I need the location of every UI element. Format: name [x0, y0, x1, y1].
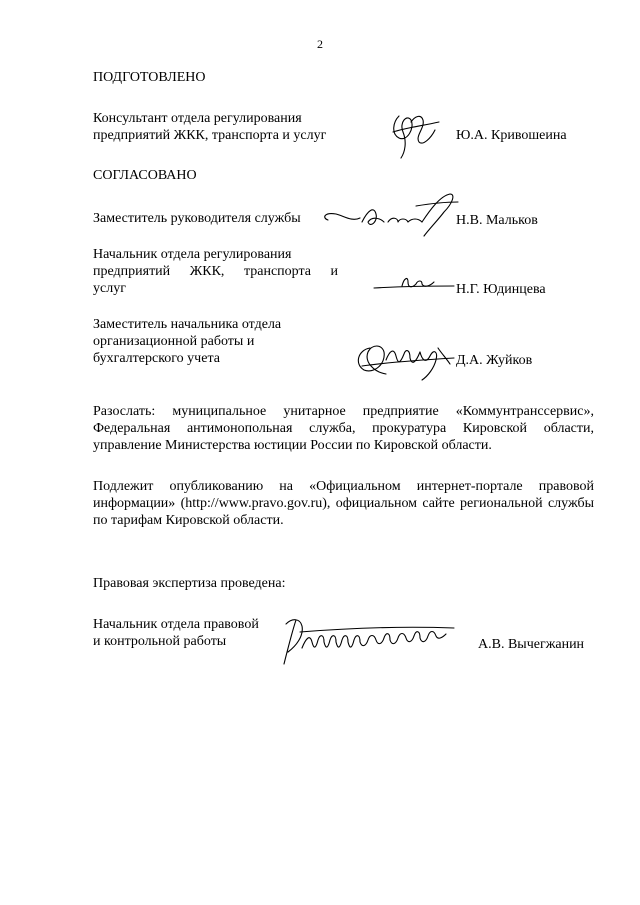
- signature-yudintseva: [372, 272, 456, 296]
- legal-review-statement: Правовая экспертиза проведена:: [93, 576, 286, 591]
- signature-zhuikov: [350, 330, 458, 384]
- signature-vychegzhanin: [270, 612, 460, 672]
- position-line: бухгалтерского учета: [93, 351, 220, 366]
- signature-krivosheina: [385, 108, 445, 162]
- position-line: Консультант отдела регулирования: [93, 111, 302, 126]
- position-line: Заместитель руководителя службы: [93, 211, 301, 226]
- signer-position: [93, 246, 338, 297]
- prepared-position: [93, 110, 343, 144]
- position-line: Начальник отдела правовой: [93, 617, 259, 632]
- prepared-heading: ПОДГОТОВЛЕНО: [93, 70, 206, 85]
- position-line: предприятий ЖКК, транспорта и: [93, 264, 338, 279]
- publication-paragraph: Подлежит опубликованию на «Официальном интернет-портале правовой информации» (http://www.pravo.gov.ru), официальном сайте региональной службы по тарифам Кировской области.: [93, 479, 594, 528]
- position-line: и контрольной работы: [93, 634, 227, 649]
- distribution-paragraph: Разослать: муниципальное унитарное предприятие «Коммунтранссервис», Федеральная антимонопольная служба, прокуратура Кировской области, управление Министерства юстиции России по Кировской области.: [93, 404, 594, 453]
- signer-name: Д.А. Жуйков: [456, 353, 533, 368]
- page-number: 2: [317, 37, 323, 51]
- agreed-heading: СОГЛАСОВАНО: [93, 168, 197, 183]
- signer-name: Н.В. Мальков: [456, 213, 538, 228]
- legal-review-name: А.В. Вычегжанин: [478, 637, 585, 652]
- position-line: Заместитель начальника отдела: [93, 317, 282, 332]
- signature-malkov: [318, 188, 468, 240]
- signer-position: [93, 316, 343, 367]
- prepared-name: Ю.А. Кривошеина: [456, 128, 567, 143]
- position-line: Начальник отдела регулирования: [93, 247, 292, 262]
- position-line: организационной работы и: [93, 334, 255, 349]
- signer-position: [93, 210, 343, 227]
- signer-name: Н.Г. Юдинцева: [456, 282, 546, 297]
- position-line: услуг: [93, 281, 126, 296]
- position-line: предприятий ЖКК, транспорта и услуг: [93, 128, 327, 143]
